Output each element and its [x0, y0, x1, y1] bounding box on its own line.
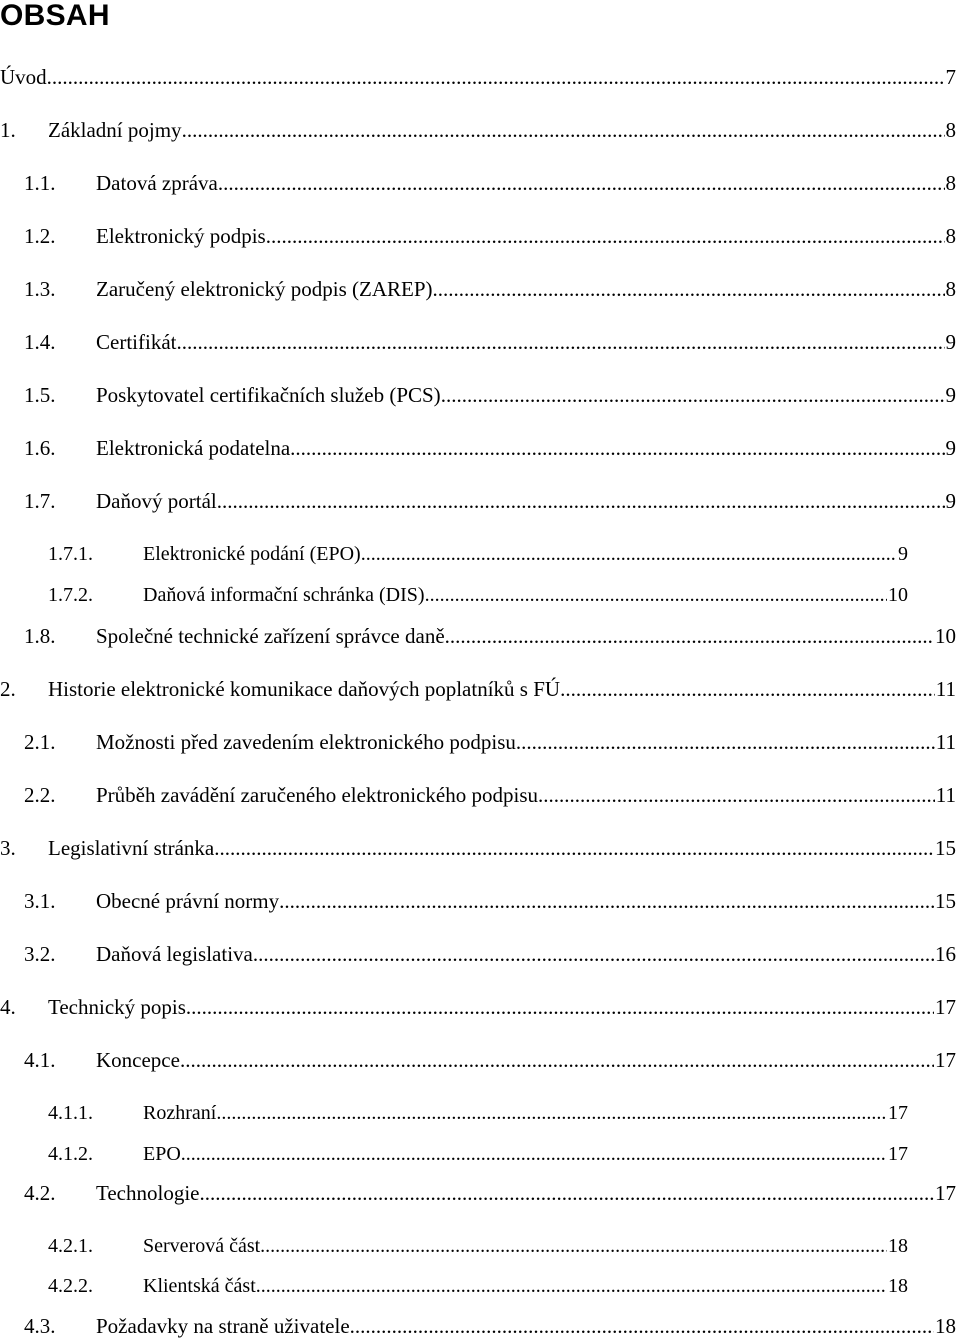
toc-entry[interactable]	[0, 1139, 960, 1169]
toc-entry-page-number: 11	[935, 783, 956, 807]
toc-entry-title: EPO	[143, 1139, 181, 1169]
toc-entry[interactable]	[0, 274, 960, 304]
toc-entry-title: Průběh zavádění zaručeného elektronického podpisu	[96, 780, 538, 810]
toc-entry-page-number: 17	[935, 1181, 956, 1205]
toc-entry-title: Společné technické zařízení správce daně	[96, 621, 445, 651]
toc-entry-number: 2.	[0, 677, 16, 701]
toc-entry-number: 2.2.	[24, 783, 56, 807]
toc-entry-number: 1.7.2.	[48, 584, 93, 606]
dot-leader	[216, 1098, 887, 1128]
toc-entry-page-number: 17	[888, 1102, 908, 1124]
toc-entry-page-number: 9	[898, 543, 908, 565]
toc-entry[interactable]	[0, 1045, 960, 1075]
dot-leader	[181, 1139, 887, 1169]
toc-entry-page-number: 18	[888, 1275, 908, 1297]
toc-entry-title: Možnosti před zavedením elektronického podpisu	[96, 727, 516, 757]
toc-entry-title: Serverová část	[143, 1231, 260, 1261]
toc-entry-page-number: 11	[935, 730, 956, 754]
toc-entry-number: 4.1.	[24, 1048, 56, 1072]
dot-leader	[266, 221, 945, 251]
toc-entry-title: Historie elektronické komunikace daňových poplatníků s FÚ	[48, 674, 560, 704]
toc-entry-page-number: 17	[888, 1143, 908, 1165]
toc-entry-title: Koncepce	[96, 1045, 180, 1075]
toc-entry[interactable]	[0, 580, 960, 610]
toc-entry-title: Certifikát	[96, 327, 176, 357]
toc-entry-title: Požadavky na straně uživatele	[96, 1311, 350, 1341]
toc-entry-number: 4.2.2.	[48, 1275, 93, 1297]
toc-entry-page-number: 10	[935, 624, 956, 648]
toc-entry-number: 1.1.	[24, 171, 56, 195]
toc-entry-title: Elektronická podatelna	[96, 433, 290, 463]
toc-entry-number: 3.	[0, 836, 16, 860]
dot-leader	[253, 939, 934, 969]
dot-leader	[218, 168, 945, 198]
dot-leader	[260, 1231, 887, 1261]
toc-entry-title: Zaručený elektronický podpis (ZAREP)	[96, 274, 433, 304]
toc-entry[interactable]	[0, 327, 960, 357]
toc-entry-title: Daňová legislativa	[96, 939, 253, 969]
toc-entry-number: 1.	[0, 118, 16, 142]
toc-entry-number: 4.1.1.	[48, 1102, 93, 1124]
toc-entry[interactable]	[0, 115, 960, 145]
toc-entry-title: Elektronické podání (EPO)	[143, 539, 361, 569]
dot-leader	[516, 727, 935, 757]
toc-entry-number: 1.3.	[24, 277, 56, 301]
toc-entry[interactable]	[0, 486, 960, 516]
toc-entry-number: 3.1.	[24, 889, 56, 913]
toc-entry-number: 1.6.	[24, 436, 56, 460]
toc-entry[interactable]	[0, 833, 960, 863]
toc-entry-number: 4.	[0, 995, 16, 1019]
toc-entry-page-number: 18	[935, 1314, 956, 1338]
toc-entry[interactable]	[0, 780, 960, 810]
toc-entry-number: 4.1.2.	[48, 1143, 93, 1165]
toc-entry[interactable]	[0, 992, 960, 1022]
dot-leader	[176, 327, 944, 357]
toc-entry-page-number: 15	[935, 836, 956, 860]
dot-leader	[350, 1311, 934, 1341]
toc-entry[interactable]	[0, 939, 960, 969]
toc-entry-page-number: 17	[935, 1048, 956, 1072]
toc-entry-page-number: 8	[945, 277, 956, 301]
toc-entry-page-number: 8	[945, 224, 956, 248]
toc-entry-page-number: 17	[935, 995, 956, 1019]
toc-entry-page-number: 18	[888, 1235, 908, 1257]
toc-entry[interactable]	[0, 674, 960, 704]
toc-entry-title: Základní pojmy	[48, 115, 182, 145]
toc-entry[interactable]	[0, 727, 960, 757]
toc-entry-number: 4.2.1.	[48, 1235, 93, 1257]
toc-entry[interactable]	[0, 221, 960, 251]
toc-entry[interactable]	[0, 433, 960, 463]
toc-entry-number: 3.2.	[24, 942, 56, 966]
dot-leader	[441, 380, 945, 410]
toc-entry-number: 1.7.	[24, 489, 56, 513]
toc-entry-number: 2.1.	[24, 730, 56, 754]
toc-entry[interactable]	[0, 168, 960, 198]
toc-entry-page-number: 15	[935, 889, 956, 913]
toc-entry-title: Daňová informační schránka (DIS)	[143, 580, 425, 610]
toc-entry-page-number: 7	[945, 65, 956, 89]
dot-leader	[180, 1045, 934, 1075]
toc-entry-page-number: 11	[935, 677, 956, 701]
toc-entry-number: 1.8.	[24, 624, 56, 648]
toc-entry-number: 4.2.	[24, 1181, 56, 1205]
dot-leader	[361, 539, 897, 569]
dot-leader	[256, 1271, 887, 1301]
dot-leader	[538, 780, 935, 810]
page-title: OBSAH	[0, 0, 110, 32]
toc-entry-title: Technický popis	[48, 992, 186, 1022]
toc-entry[interactable]	[0, 1311, 960, 1341]
toc-entry[interactable]	[0, 380, 960, 410]
toc-entry-page-number: 8	[945, 171, 956, 195]
dot-leader	[186, 992, 934, 1022]
toc-entry-page-number: 9	[945, 489, 956, 513]
toc-entry[interactable]	[0, 1178, 960, 1208]
toc-entry-page-number: 9	[945, 330, 956, 354]
toc-entry[interactable]	[0, 62, 960, 92]
dot-leader	[47, 62, 945, 92]
dot-leader	[279, 886, 934, 916]
dot-leader	[217, 486, 945, 516]
toc-entry-title: Datová zpráva	[96, 168, 218, 198]
toc-entry-page-number: 10	[888, 584, 908, 606]
toc-entry-title: Obecné právní normy	[96, 886, 279, 916]
toc-entry-number: 1.2.	[24, 224, 56, 248]
toc-entry-page-number: 8	[945, 118, 956, 142]
toc-entry[interactable]	[0, 539, 960, 569]
dot-leader	[560, 674, 935, 704]
dot-leader	[290, 433, 944, 463]
toc-entry-title: Poskytovatel certifikačních služeb (PCS)	[96, 380, 441, 410]
toc-entry[interactable]	[0, 621, 960, 651]
toc-entry-title: Legislativní stránka	[48, 833, 214, 863]
toc-entry-number: 1.5.	[24, 383, 56, 407]
toc-entry-title: Rozhraní	[143, 1098, 216, 1128]
toc-entry-page-number: 16	[935, 942, 956, 966]
toc-entry[interactable]	[0, 886, 960, 916]
toc-entry-page-number: 9	[945, 383, 956, 407]
dot-leader	[425, 580, 887, 610]
toc-entry-title: Elektronický podpis	[96, 221, 266, 251]
toc-entry-page-number: 9	[945, 436, 956, 460]
toc-entry[interactable]	[0, 1231, 960, 1261]
toc-entry-number: 4.3.	[24, 1314, 56, 1338]
toc-entry[interactable]	[0, 1098, 960, 1128]
dot-leader	[200, 1178, 935, 1208]
toc-entry-number: 1.7.1.	[48, 543, 93, 565]
toc-entry-title: Klientská část	[143, 1271, 256, 1301]
toc-entry-title: Daňový portál	[96, 486, 217, 516]
dot-leader	[182, 115, 945, 145]
toc-entry-number: 1.4.	[24, 330, 56, 354]
dot-leader	[445, 621, 934, 651]
toc-entry-title: Úvod	[0, 62, 47, 92]
toc-entry-title: Technologie	[96, 1178, 200, 1208]
dot-leader	[214, 833, 934, 863]
toc-entry[interactable]	[0, 1271, 960, 1301]
dot-leader	[433, 274, 945, 304]
